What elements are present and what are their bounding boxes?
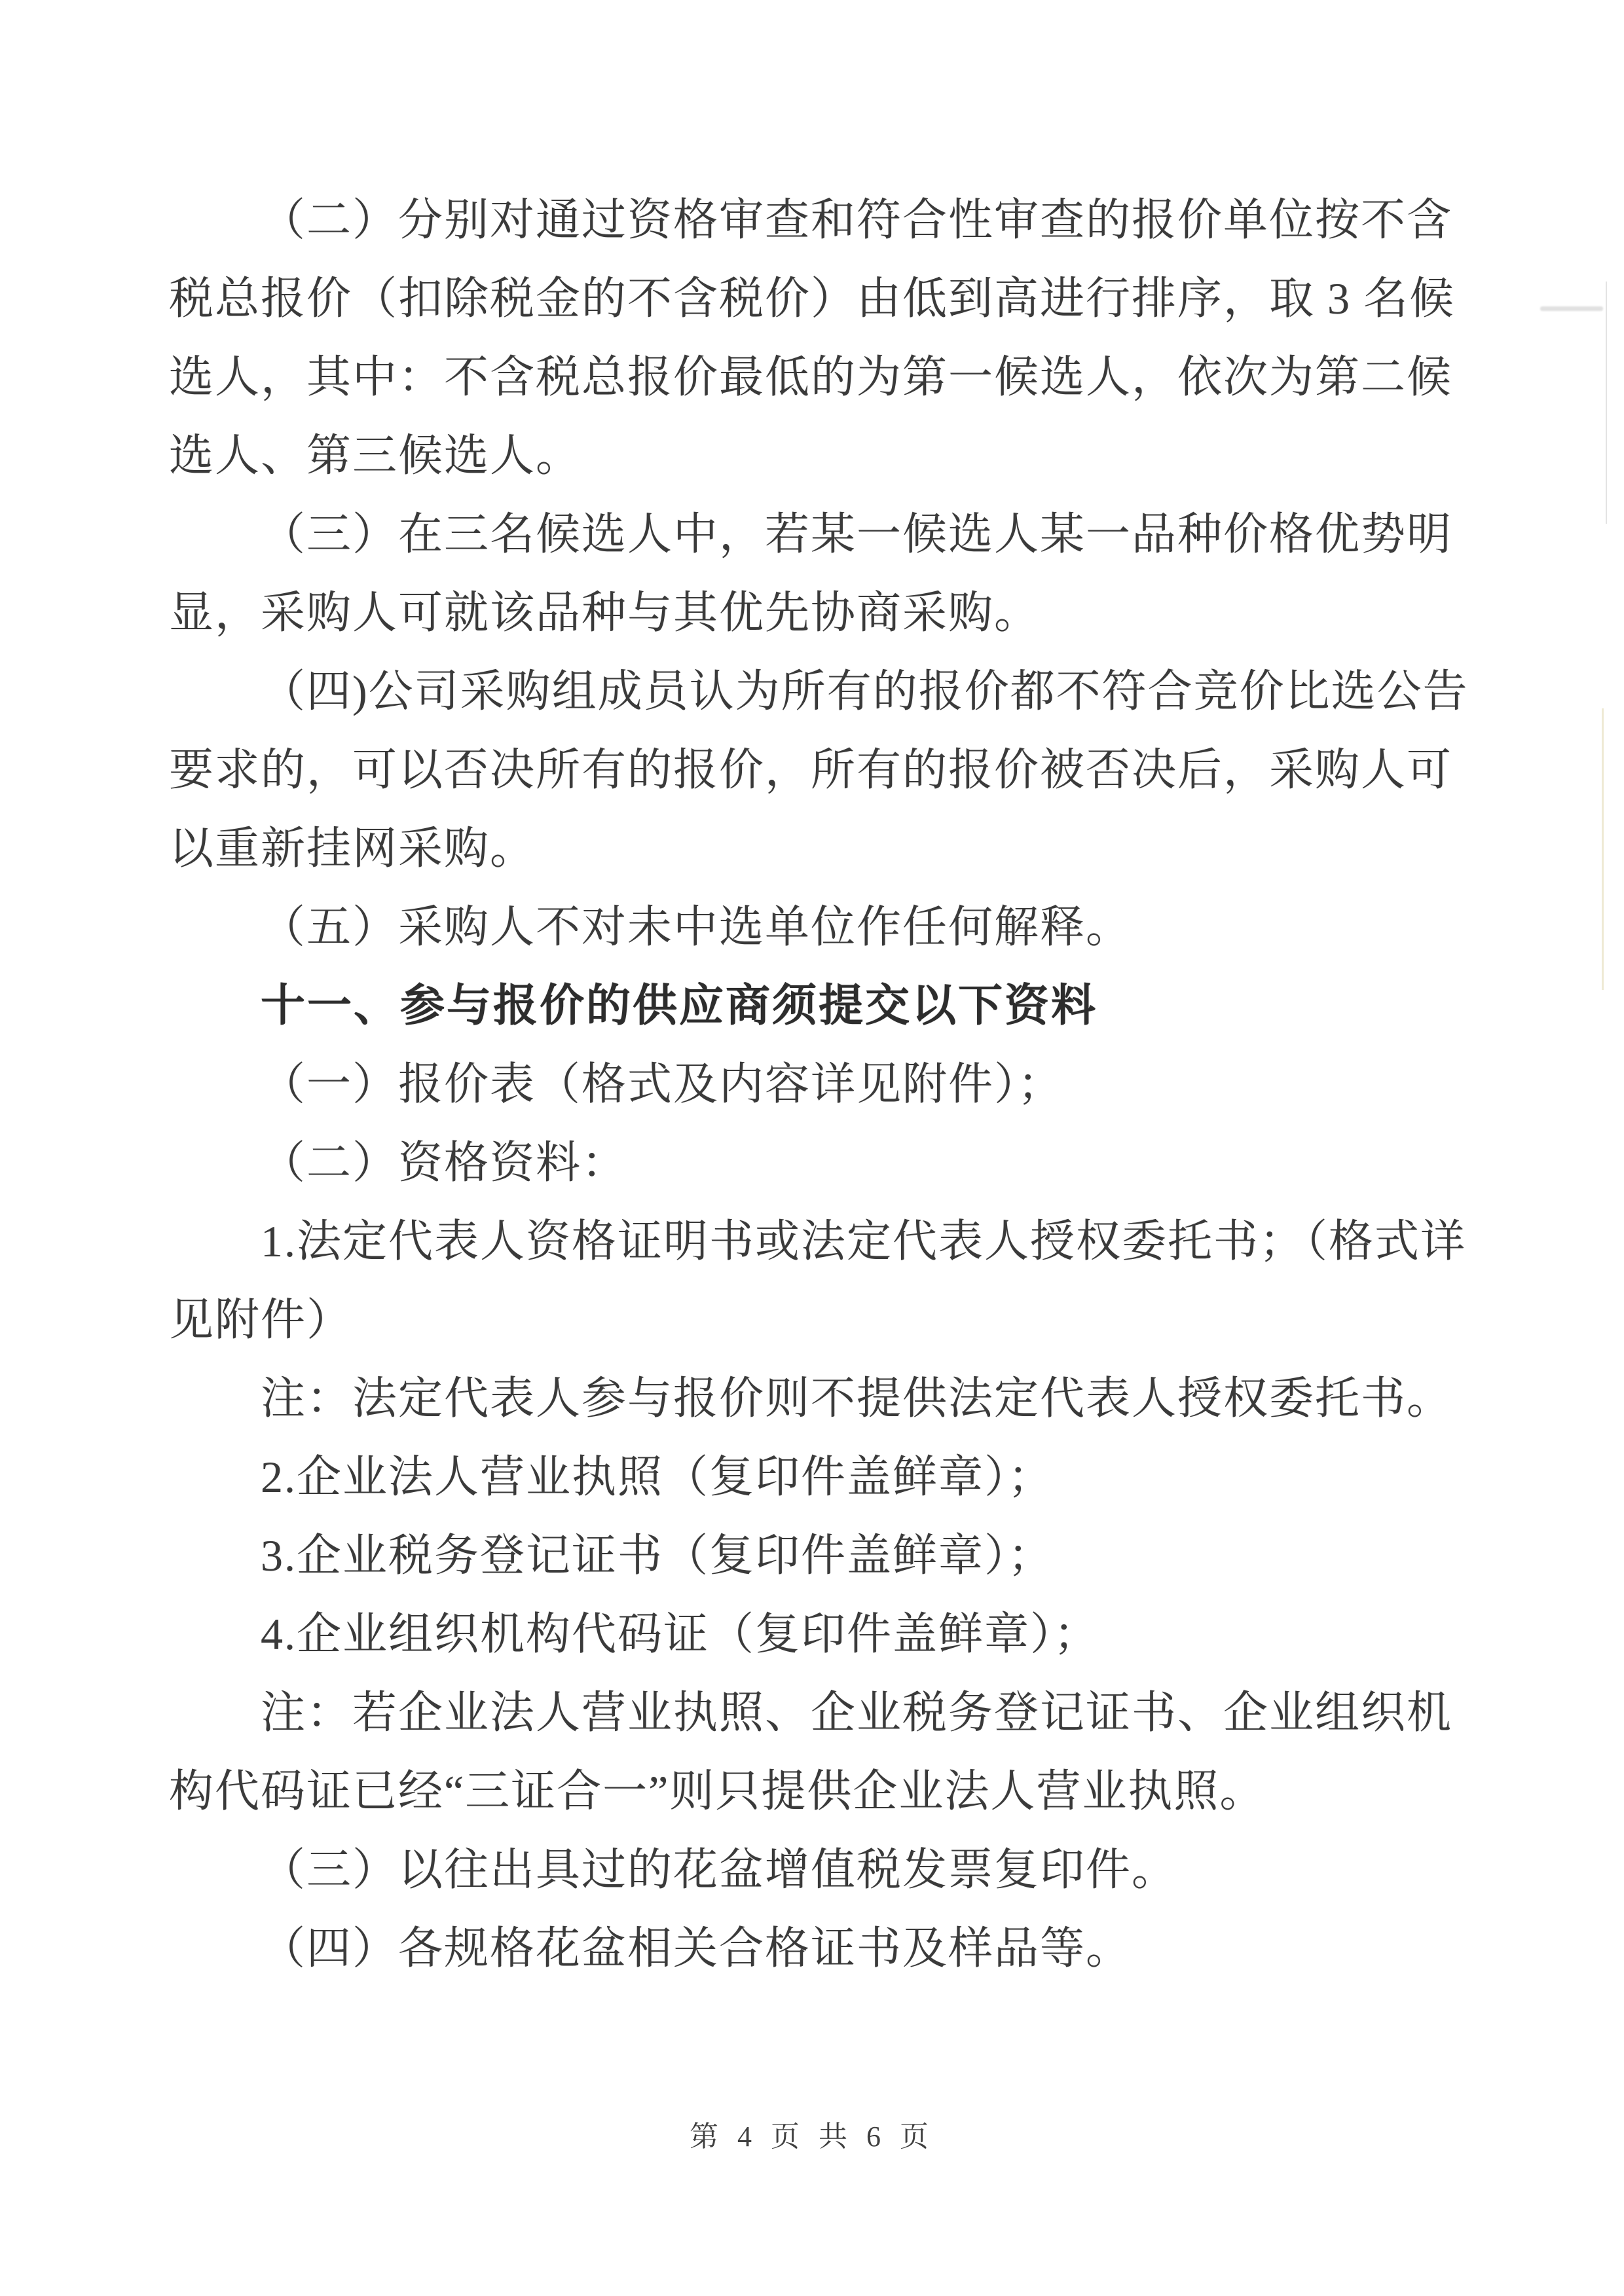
page-footer (0, 2116, 1624, 2158)
section-heading-line: 十一、参与报价的供应商须提交以下资料 (261, 981, 1098, 1030)
text-line: （二）分别对通过资格审查和符合性审查的报价单位按不含 (261, 195, 1453, 245)
text-line: 3.企业税务登记证书（复印件盖鲜章）； (261, 1531, 1054, 1580)
text-line: （四)公司采购组成员认为所有的报价都不符合竞价比选公告 (261, 666, 1469, 716)
text-line: （五）采购人不对未中选单位作任何解释。 (261, 902, 1132, 952)
text-line: 显，采购人可就该品种与其优先协商采购。 (169, 588, 1041, 638)
text-line: 要求的，可以否决所有的报价，所有的报价被否决后，采购人可 (169, 745, 1453, 795)
text-line: （四）各规格花盆相关合格证书及样品等。 (261, 1923, 1132, 1973)
text-line: （二）资格资料： (261, 1138, 628, 1188)
text-line: 注：若企业法人营业执照、企业税务登记证书、企业组织机 (261, 1688, 1453, 1738)
scan-smudge-artifact (1540, 306, 1603, 311)
text-line: 税总报价（扣除税金的不含税价）由低到高进行排序，取 3 名候 (169, 274, 1456, 323)
scan-line-artifact-bottom (1602, 708, 1604, 990)
page-number-label: 第 4 页 共 6 页 (690, 2121, 934, 2153)
text-line: 选人，其中：不含税总报价最低的为第一候选人，依次为第二候 (169, 352, 1453, 402)
text-line: 2.企业法人营业执照（复印件盖鲜章）； (261, 1452, 1054, 1502)
text-line: （一）报价表（格式及内容详见附件）； (261, 1059, 1064, 1109)
text-line: （三）以往出具过的花盆增值税发票复印件。 (261, 1845, 1178, 1895)
text-line: （三）在三名候选人中，若某一候选人某一品种价格优势明 (261, 509, 1453, 559)
text-line: 4.企业组织机构代码证（复印件盖鲜章）； (261, 1609, 1100, 1659)
text-line: 构代码证已经“三证合一”则只提供企业法人营业执照。 (169, 1766, 1266, 1816)
text-line: 注：法定代表人参与报价则不提供法定代表人授权委托书。 (261, 1374, 1453, 1423)
text-line: 1.法定代表人资格证明书或法定代表人授权委托书；（格式详 (261, 1216, 1467, 1266)
text-line: 选人、第三候选人。 (169, 431, 582, 481)
scan-line-artifact-top (1606, 282, 1607, 524)
text-line: 以重新挂网采购。 (169, 824, 536, 873)
text-line: 见附件） (169, 1295, 353, 1345)
